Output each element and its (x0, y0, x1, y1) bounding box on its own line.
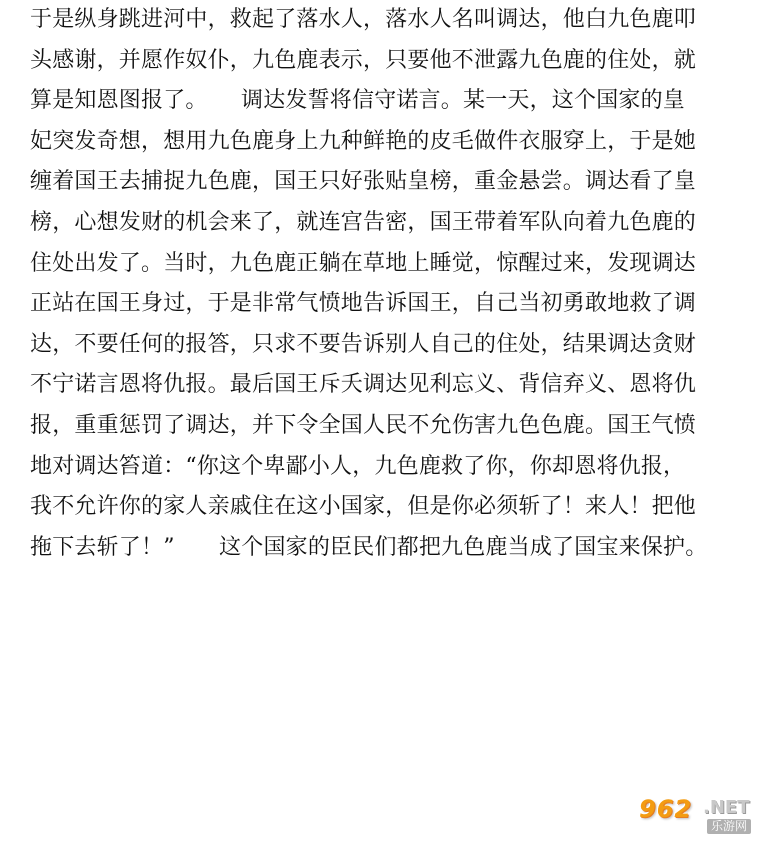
text-line: 缠着国王去捕捉九色鹿，国王只好张贴皇榜，重金悬尝。调达看了皇 (30, 169, 697, 195)
text-line: 不宁诺言恩将仇报。最后国王斥夭调达见利忘义、背信弃义、恩将仇 (30, 372, 697, 398)
text-line: 拖下去斩了！” 这个国家的臣民们都把九色鹿当成了国宝来保护。 (30, 534, 708, 560)
text-line: 正站在国王身过，于是非常气愤地告诉国王，自己当初勇敢地救了调 (30, 291, 697, 317)
text-line: 榜，心想发财的机会来了，就连宫告密，国王带着军队向着九色鹿的 (30, 209, 697, 235)
text-line: 头感谢，并愿作奴仆，九色鹿表示，只要他不泄露九色鹿的住处，就 (30, 47, 697, 73)
text-line: 算是知恩图报了。 调达发誓将信守诺言。某一天，这个国家的皇 (30, 88, 686, 114)
text-line: 妃突发奇想，想用九色鹿身上九种鲜艳的皮毛做件衣服穿上，于是她 (30, 128, 697, 154)
site-watermark-logo (637, 795, 777, 835)
watermark-domain: .NET (703, 797, 750, 818)
watermark-site-name: 乐游网 (707, 819, 751, 834)
story-text (30, 0, 760, 568)
text-line: 地对调达笞道：“你这个卑鄙小人，九色鹿救了你，你却恩将仇报， (30, 453, 686, 479)
text-line: 我不允许你的家人亲戚住在这小国家，但是你必须斩了！来人！把他 (30, 494, 697, 520)
text-line: 达，不要任何的报答，只求不要告诉别人自己的住处，结果调达贪财 (30, 331, 697, 357)
text-line: 于是纵身跳进河中，救起了落水人，落水人名叫调达，他白九色鹿叩 (30, 7, 697, 32)
text-line: 报，重重惩罚了调达，并下令全国人民不允伤害九色色鹿。国王气愤 (30, 412, 697, 438)
watermark-number: 962 (639, 795, 693, 823)
text-line: 住处出发了。当时，九色鹿正躺在草地上睡觉，惊醒过来，发现调达 (30, 250, 697, 276)
